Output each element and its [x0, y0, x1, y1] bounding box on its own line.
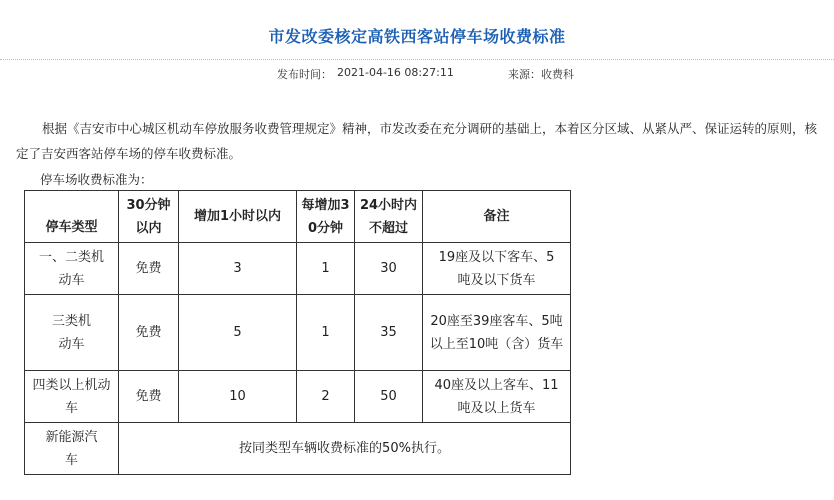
- table-caption: 停车场收费标准为：: [40, 172, 153, 187]
- header-type: 停车类型: [25, 191, 119, 243]
- cell-24h-cap: 50: [355, 371, 423, 423]
- cell-remark: 19座及以下客车、5吨及以下货车: [423, 243, 571, 295]
- cell-type: 四类以上机动车: [25, 371, 119, 423]
- title-divider: [0, 59, 834, 60]
- cell-each-30min: 1: [297, 295, 355, 371]
- cell-add-1h: 5: [179, 295, 297, 371]
- parking-fee-table: [24, 190, 571, 475]
- header-first-30min: 30分钟以内: [119, 191, 179, 243]
- cell-first-30min: 免费: [119, 295, 179, 371]
- cell-type: 新能源汽车: [25, 423, 119, 475]
- cell-add-1h: 10: [179, 371, 297, 423]
- header-add-1h: 增加1小时以内: [179, 191, 297, 243]
- cell-first-30min: 免费: [119, 371, 179, 423]
- article-paragraph: 根据《吉安市中心城区机动车停放服务收费管理规定》精神，市发改委在充分调研的基础上，本着区分区域、从紧从严、保证运转的原则，核定了吉安西客站停车场的停车收费标准。: [16, 121, 818, 161]
- cell-24h-cap: 35: [355, 295, 423, 371]
- article-title: 市发改委核定高铁西客站停车场收费标准: [268, 27, 566, 46]
- publish-time-label: 发布时间：: [277, 68, 332, 81]
- header-each-30min: 每增加30分钟: [297, 191, 355, 243]
- publish-time: 2021-04-16 08:27:11: [337, 66, 454, 79]
- cell-remark: 40座及以上客车、11吨及以上货车: [423, 371, 571, 423]
- header-24h-cap: 24小时内不超过: [355, 191, 423, 243]
- table-row: [25, 371, 571, 423]
- table-row: [25, 295, 571, 371]
- cell-ev-note: 按同类型车辆收费标准的50%执行。: [119, 423, 571, 475]
- header-remark: 备注: [423, 191, 571, 243]
- cell-24h-cap: 30: [355, 243, 423, 295]
- cell-remark: 20座至39座客车、5吨以上至10吨（含）货车: [423, 295, 571, 371]
- cell-type: 三类机动车: [25, 295, 119, 371]
- cell-add-1h: 3: [179, 243, 297, 295]
- table-header-row: [25, 191, 571, 243]
- source-value: 收费科: [541, 68, 574, 81]
- table-row: [25, 243, 571, 295]
- source-label: 来源：: [508, 68, 541, 81]
- table-row-ev: [25, 423, 571, 475]
- cell-each-30min: 2: [297, 371, 355, 423]
- cell-each-30min: 1: [297, 243, 355, 295]
- cell-type: 一、二类机动车: [25, 243, 119, 295]
- cell-first-30min: 免费: [119, 243, 179, 295]
